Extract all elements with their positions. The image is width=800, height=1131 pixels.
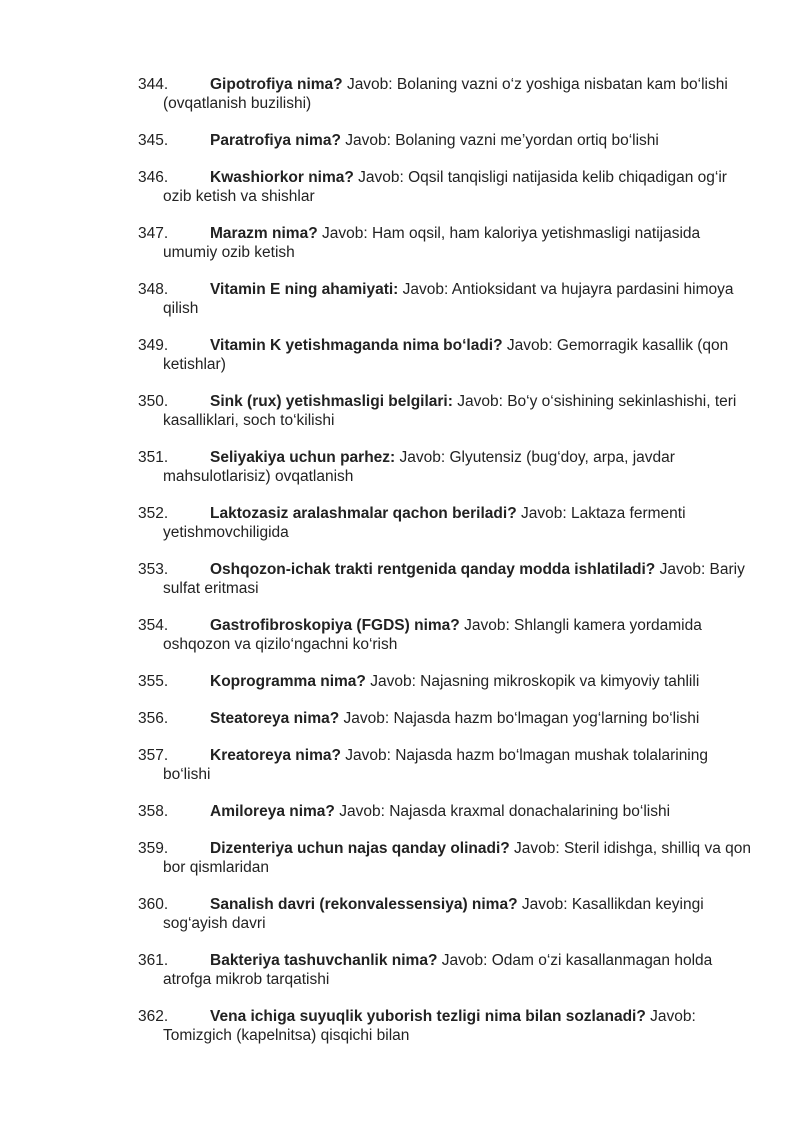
item-text: [163, 747, 753, 784]
question-text: Paratrofiya nima?: [210, 132, 341, 149]
item-text: [163, 617, 753, 654]
item-text: [163, 840, 753, 877]
question-text: Sink (rux) yetishmasligi belgilari:: [210, 393, 453, 410]
item-number: 351.: [138, 449, 169, 466]
item-text: [163, 803, 753, 822]
question-text: Vitamin K yetishmaganda nima bo‘ladi?: [210, 337, 503, 354]
answer-text: Javob: Najasda hazm bo‘lmagan mushak tolalarining bo‘lishi: [163, 747, 708, 783]
item-number: 358.: [138, 803, 169, 820]
item-text: [163, 393, 753, 430]
item-text: [163, 281, 753, 318]
item-number: 353.: [138, 561, 169, 578]
question-text: Laktozasiz aralashmalar qachon beriladi?: [210, 505, 517, 522]
answer-text: Javob: Gemorragik kasallik (qon ketishlar): [163, 337, 729, 373]
item-number: 348.: [138, 281, 169, 298]
question-text: Gipotrofiya nima?: [210, 76, 343, 93]
item-text: [163, 710, 753, 729]
question-text: Vitamin E ning ahamiyati:: [210, 281, 399, 298]
item-number: 347.: [138, 225, 169, 242]
question-text: Amiloreya nima?: [210, 803, 335, 820]
item-text: [163, 449, 753, 486]
item-text: [163, 76, 753, 113]
question-text: Oshqozon-ichak trakti rentgenida qanday modda ishlatiladi?: [210, 561, 656, 578]
question-text: Marazm nima?: [210, 225, 318, 242]
item-text: [163, 561, 753, 598]
question-text: Kwashiorkor nima?: [210, 169, 354, 186]
question-text: Koprogramma nima?: [210, 673, 366, 690]
answer-text: Javob: Ham oqsil, ham kaloriya yetishmasligi natijasida umumiy ozib ketish: [163, 225, 701, 261]
item-text: [163, 225, 753, 262]
item-number: 355.: [138, 673, 169, 690]
question-text: Kreatoreya nima?: [210, 747, 341, 764]
item-number: 352.: [138, 505, 169, 522]
item-text: [163, 1008, 753, 1045]
item-number: 344.: [138, 76, 169, 93]
item-number: 346.: [138, 169, 169, 186]
item-text: [163, 169, 753, 206]
item-number: 361.: [138, 952, 169, 969]
answer-text: Javob: Bolaning vazni o‘z yoshiga nisbatan kam bo‘lishi (ovqatlanish buzilishi): [163, 76, 728, 112]
item-number: 354.: [138, 617, 169, 634]
answer-text: Javob: Kasallikdan keyingi sog‘ayish davri: [163, 896, 704, 932]
answer-text: Javob: Najasda hazm bo‘lmagan yog‘larning bo‘lishi: [343, 710, 700, 727]
answer-text: Javob: Najasning mikroskopik va kimyoviy tahlili: [370, 673, 700, 690]
item-number: 349.: [138, 337, 169, 354]
answer-text: Javob: Odam o‘zi kasallanmagan holda atrofga mikrob tarqatishi: [163, 952, 713, 988]
answer-text: Javob: Tomizgich (kapelnitsa) qisqichi bilan: [163, 1008, 696, 1044]
item-text: [163, 132, 753, 151]
answer-text: Javob: Bo‘y o‘sishining sekinlashishi, teri kasalliklari, soch to‘kilishi: [163, 393, 737, 429]
item-text: [163, 337, 753, 374]
question-text: Steatoreya nima?: [210, 710, 340, 727]
item-text: [163, 505, 753, 542]
answer-text: Javob: Glyutensiz (bug‘doy, arpa, javdar mahsulotlarisiz) ovqatlanish: [163, 449, 675, 485]
answer-text: Javob: Laktaza fermenti yetishmovchiligida: [163, 505, 686, 541]
item-text: [163, 896, 753, 933]
item-number: 350.: [138, 393, 169, 410]
answer-text: Javob: Steril idishga, shilliq va qon bor qismlaridan: [163, 840, 751, 876]
question-text: Gastrofibroskopiya (FGDS) nima?: [210, 617, 460, 634]
item-number: 362.: [138, 1008, 169, 1025]
answer-text: Javob: Oqsil tanqisligi natijasida kelib chiqadigan og‘ir ozib ketish va shishlar: [163, 169, 727, 205]
item-number: 356.: [138, 710, 169, 727]
item-text: [163, 952, 753, 989]
item-number: 360.: [138, 896, 169, 913]
question-text: Bakteriya tashuvchanlik nima?: [210, 952, 438, 969]
answer-text: Javob: Shlangli kamera yordamida oshqozon va qizilo‘ngachni ko‘rish: [163, 617, 702, 653]
answer-text: Javob: Bariy sulfat eritmasi: [163, 561, 745, 597]
question-text: Sanalish davri (rekonvalessensiya) nima?: [210, 896, 518, 913]
answer-text: Javob: Bolaning vazni me’yordan ortiq bo‘lishi: [345, 132, 659, 149]
question-text: Seliyakiya uchun parhez:: [210, 449, 396, 466]
item-number: 345.: [138, 132, 169, 149]
item-number: 359.: [138, 840, 169, 857]
item-number: 357.: [138, 747, 169, 764]
item-text: [163, 673, 753, 692]
answer-text: Javob: Antioksidant va hujayra pardasini himoya qilish: [163, 281, 734, 317]
answer-text: Javob: Najasda kraxmal donachalarining bo‘lishi: [339, 803, 671, 820]
question-text: Dizenteriya uchun najas qanday olinadi?: [210, 840, 510, 857]
question-text: Vena ichiga suyuqlik yuborish tezligi nima bilan sozlanadi?: [210, 1008, 646, 1025]
